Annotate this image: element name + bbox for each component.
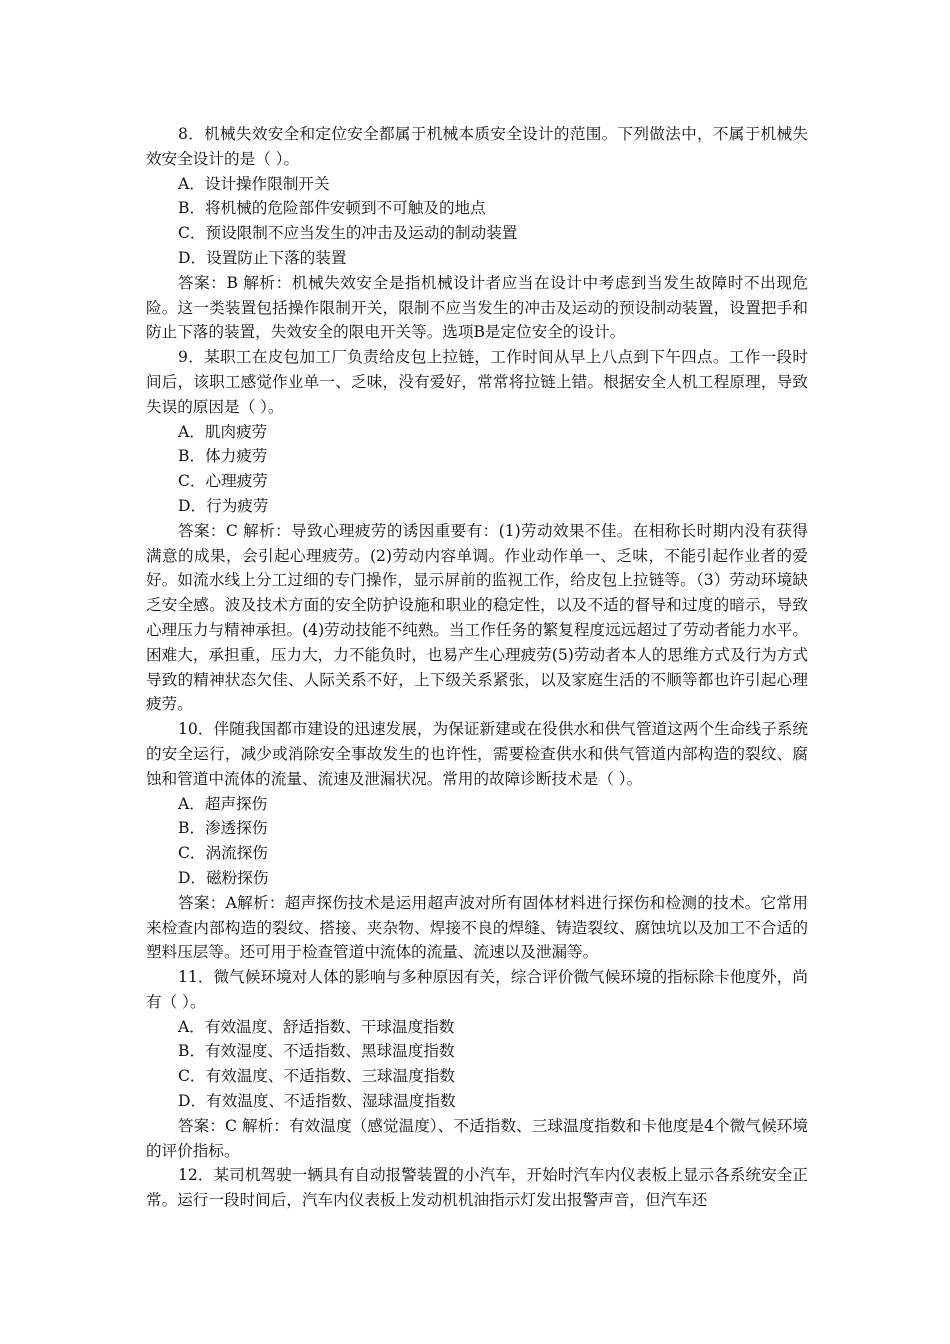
answer-explanation: 答案：C 解析：导致心理疲劳的诱因重要有：(1)劳动效果不佳。在相称长时期内没有获得满意的成果，会引起心理疲劳。(2)劳动内容单调。作业动作单一、乏味，不能引起作业者的爱好。如流水线上分工过细的专门操作，显示屏前的监视工作，给皮包上拉链等。（3）劳动环境缺乏安全感。波及技术方面的安全防护设施和职业的稳定性，以及不适的督导和过度的暗示，导致心理压力与精神承担。(4)劳动技能不纯熟。当工作任务的繁复程度远远超过了劳动者能力水平。困难大，承担重，压力大，力不能负时，也易产生心理疲劳(5)劳动者本人的思维方式及行为方式导致的精神状态欠佳、人际关系不好，上下级关系紧张，以及家庭生活的不顺等都也许引起心理疲劳。 xyxy=(146,521,808,714)
question-stem: 9．某职工在皮包加工厂负责给皮包上拉链，工作时间从早上八点到下午四点。工作一段时间后，该职工感觉作业单一、乏味，没有爱好，常常将拉链上错。根据安全人机工程原理，导致失误的原因是（ ）。 xyxy=(146,348,808,416)
question-stem: 8．机械失效安全和定位安全都属于机械本质安全设计的范围。下列做法中，不属于机械失效安全设计的是（ ）。 xyxy=(146,125,808,168)
option-a: A．肌肉疲劳 xyxy=(178,422,268,441)
option-c: C．有效温度、不适指数、三球温度指数 xyxy=(178,1067,456,1086)
question-stem: 10．伴随我国都市建设的迅速发展，为保证新建或在役供水和供气管道这两个生命线子系统的安全运行，减少或消除安全事故发生的也许性，需要检查供水和供气管道内部构造的裂纹、腐蚀和管道中流体的流量、流速及泄漏状况。常用的故障诊断技术是（ ）。 xyxy=(146,720,808,788)
option-b: B．体力疲劳 xyxy=(178,447,268,466)
document-page xyxy=(146,122,808,1213)
option-a: A．超声探伤 xyxy=(178,794,268,813)
question-stem: 11．微气候环境对人体的影响与多种原因有关，综合评价微气候环境的指标除卡他度外，尚有（ ）。 xyxy=(146,968,808,1011)
option-a: A．设计操作限制开关 xyxy=(178,174,330,193)
option-c: C．涡流探伤 xyxy=(178,844,268,863)
option-c: C．预设限制不应当发生的冲击及运动的制动装置 xyxy=(178,224,518,243)
option-d: D．行为疲劳 xyxy=(178,496,269,515)
answer-explanation: 答案：B 解析：机械失效安全是指机械设计者应当在设计中考虑到当发生故障时不出现危险。这一类装置包括操作限制开关，限制不应当发生的冲击及运动的预设制动装置，设置把手和防止下落的装置，失效安全的限电开关等。选项B是定位安全的设计。 xyxy=(146,273,808,342)
option-b: B．渗透探伤 xyxy=(178,819,268,838)
option-b: B．将机械的危险部件安顿到不可触及的地点 xyxy=(178,199,486,218)
option-b: B．有效湿度、不适指数、黑球温度指数 xyxy=(178,1042,455,1061)
answer-explanation: 答案：A解析：超声探伤技术是运用超声波对所有固体材料进行探伤和检测的技术。它常用来检查内部构造的裂纹、搭接、夹杂物、焊接不良的焊缝、铸造裂纹、腐蚀坑以及加工不合适的塑料压层等。还可用于检查管道中流体的流量、流速以及泄漏等。 xyxy=(146,893,808,962)
option-d: D．磁粉探伤 xyxy=(178,868,269,887)
option-a: A．有效温度、舒适指数、干球温度指数 xyxy=(178,1017,455,1036)
option-d: D．设置防止下落的装置 xyxy=(178,248,347,267)
answer-explanation: 答案：C 解析：有效温度（感觉温度）、不适指数、三球温度指数和卡他度是4个微气候环境的评价指标。 xyxy=(146,1116,808,1160)
question-stem: 12．某司机驾驶一辆具有自动报警装置的小汽车，开始时汽车内仪表板上显示各系统安全正常。运行一段时间后，汽车内仪表板上发动机机油指示灯发出报警声音，但汽车还 xyxy=(146,1166,808,1210)
option-d: D．有效温度、不适指数、湿球温度指数 xyxy=(178,1092,456,1111)
option-c: C．心理疲劳 xyxy=(178,472,268,491)
